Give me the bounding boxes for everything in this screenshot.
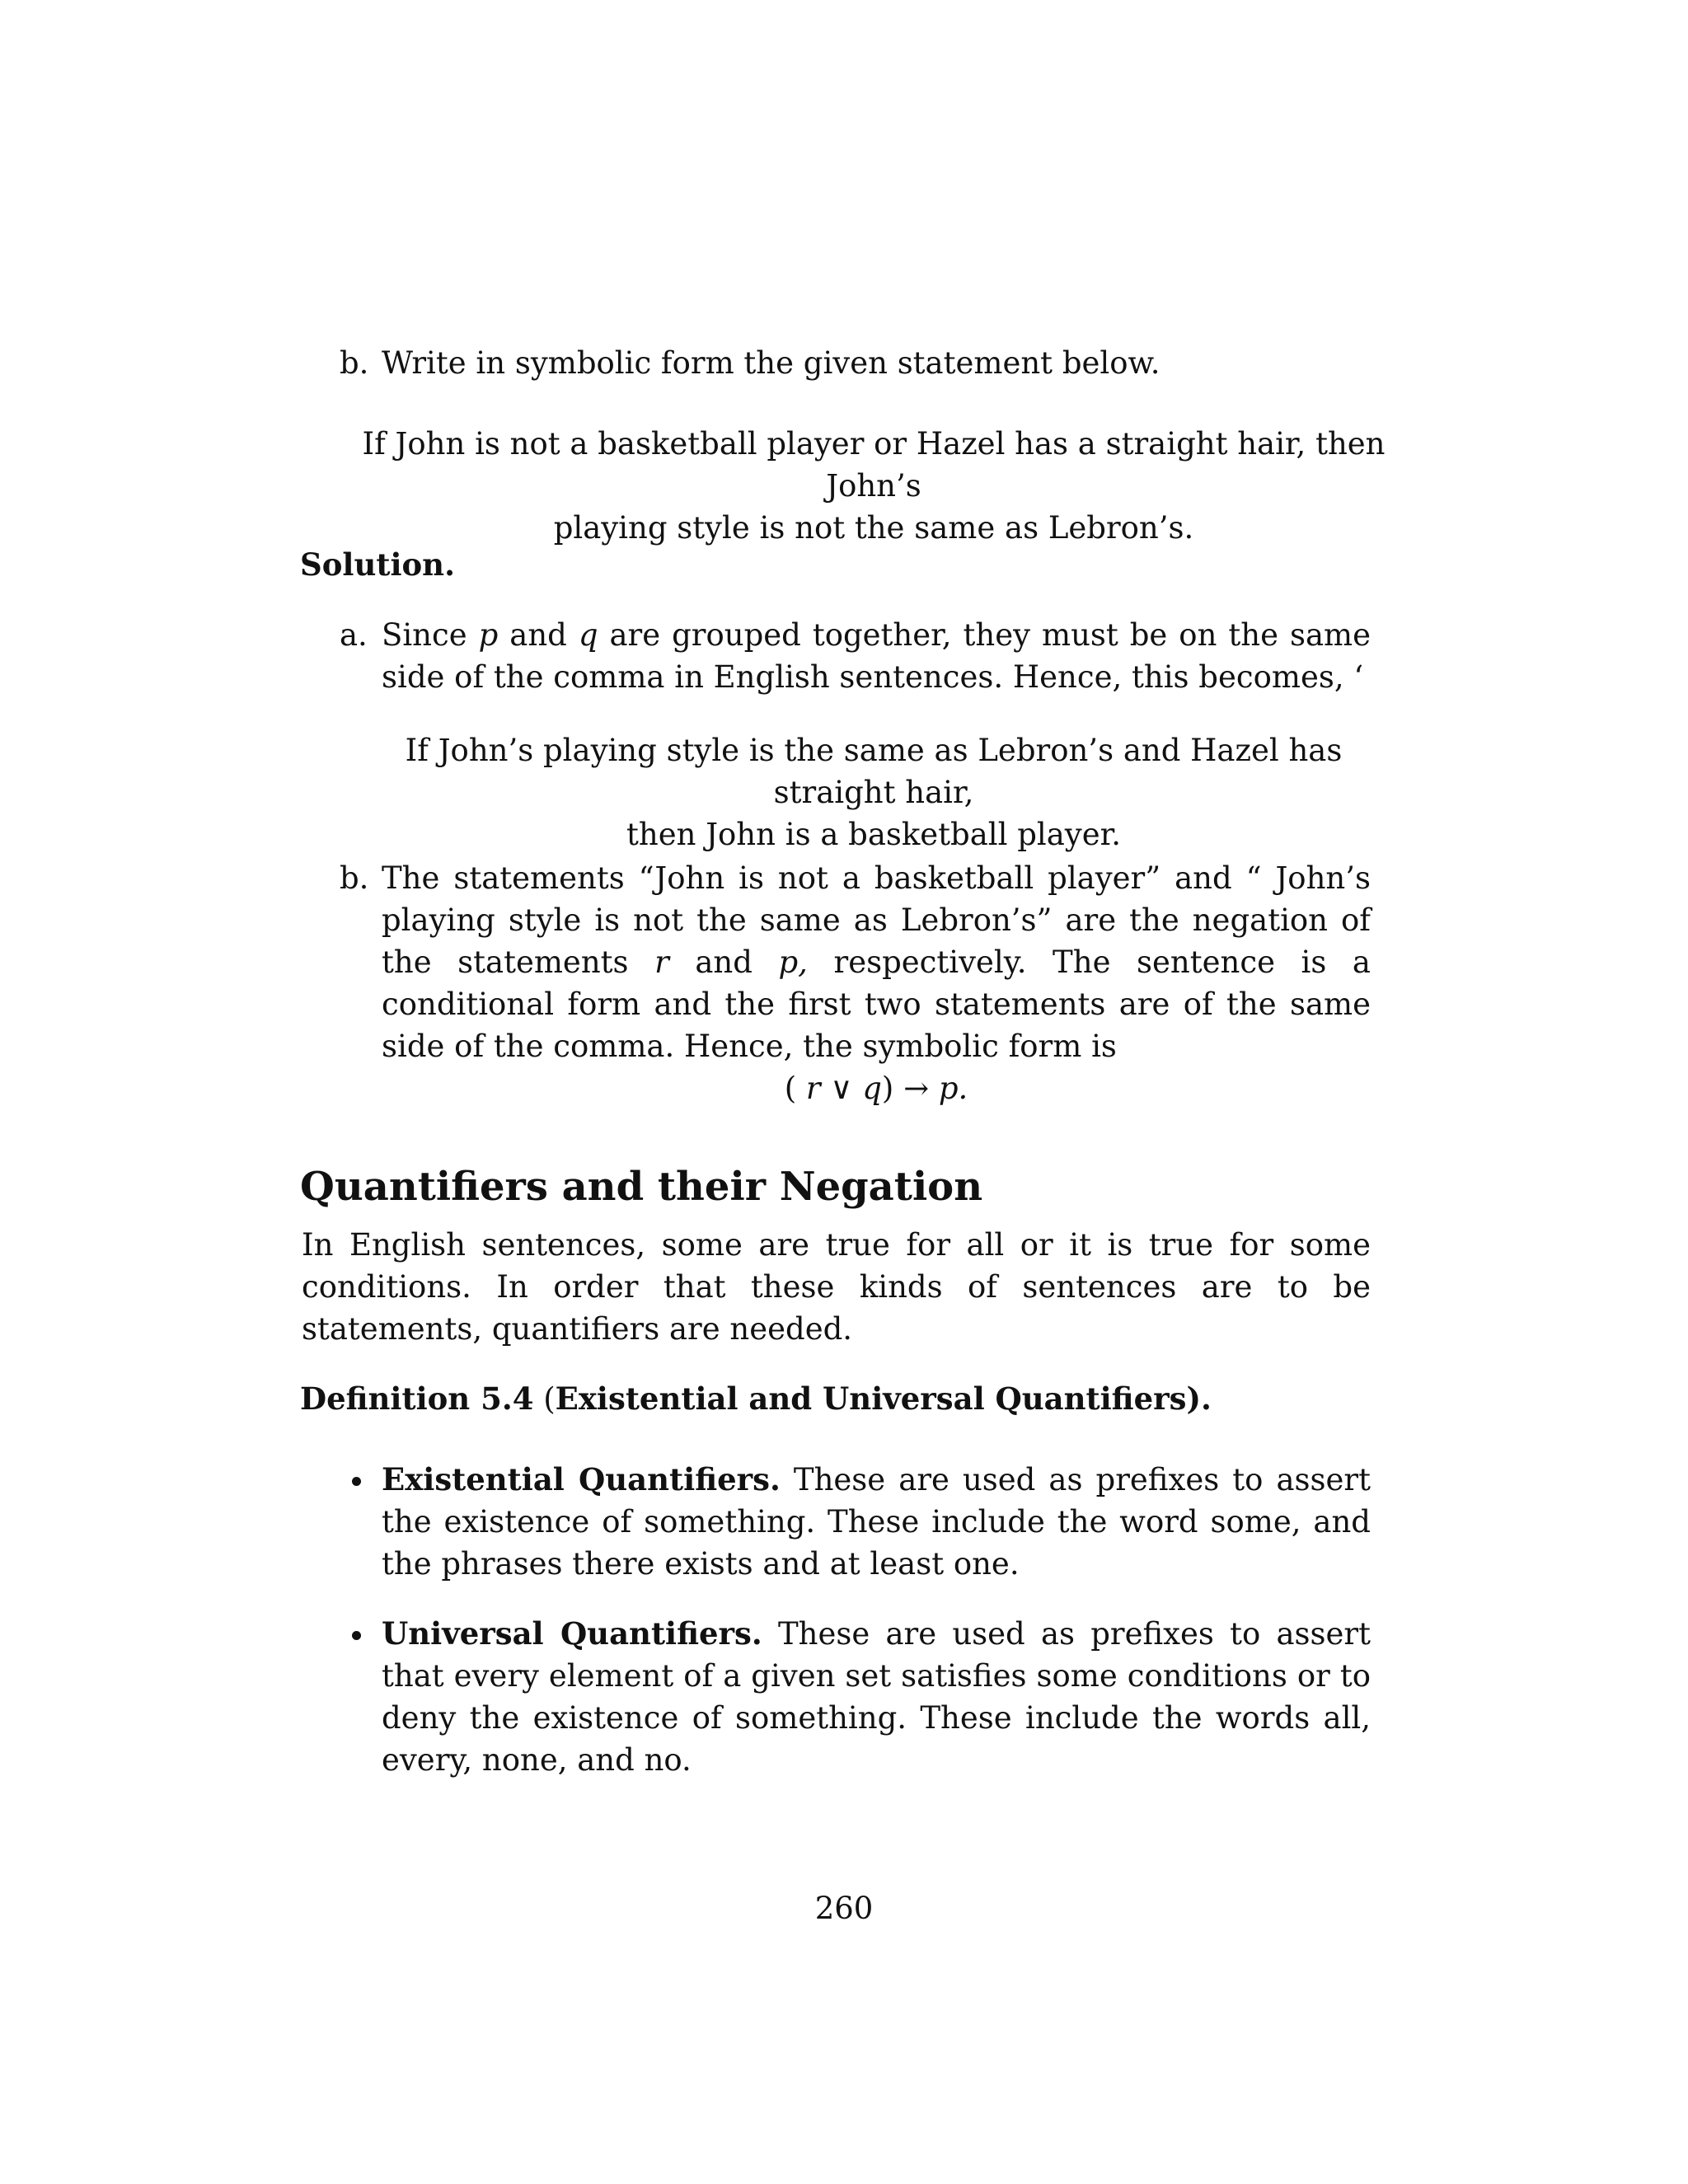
solution-a-statement-line1: If John’s playing style is the same as Lebron’s and Hazel has straight hair,: [405, 733, 1343, 810]
problem-b-statement-line2: playing style is not the same as Lebron’s.: [553, 510, 1194, 546]
variable-r: r: [654, 944, 669, 980]
definition-label: Definition 5.4: [300, 1380, 534, 1417]
section-title: Quantifiers and their Negation: [300, 1164, 983, 1210]
formula-open-paren: (: [784, 1071, 806, 1106]
variable-p: p: [478, 617, 499, 653]
page-number: 260: [814, 1891, 874, 1926]
solution-b-marker: b.: [340, 860, 369, 896]
solution-heading: Solution.: [300, 546, 455, 583]
solution-a-text-1: Since: [382, 617, 479, 653]
solution-b-paragraph: [382, 857, 1371, 1067]
symbolic-formula: [382, 1067, 1371, 1109]
formula-r: r: [805, 1071, 821, 1106]
formula-arrow: ) →: [881, 1071, 939, 1106]
bullet-text: These are used as prefixes to assert the existence of something. These include the word some, and the phrases there exists and at least one.: [382, 1462, 1371, 1582]
solution-a-text-3: are grouped together, they must be on the same side of the comma in English sentences. Hence, this becomes, ‘: [382, 617, 1371, 695]
solution-a-statement: [340, 729, 1408, 855]
solution-a-paragraph: [382, 614, 1371, 698]
definition-name: Existential and Universal Quantifiers: [555, 1380, 1187, 1417]
solution-b-text-3: respectively. The sentence is a conditional form and the first two statements are of the same side of the comma. Hence, the symbolic form is: [382, 944, 1371, 1064]
problem-b-statement: [340, 423, 1408, 549]
definition-heading: [300, 1378, 1372, 1420]
solution-b-text-2: and: [668, 944, 779, 980]
section-intro: In English sentences, some are true for all or it is true for some conditions. In order that these kinds of sentences are to be statements, quantifiers are needed.: [302, 1227, 1371, 1347]
definition-open-paren: (: [533, 1381, 556, 1417]
bullet-term: Universal Quantifiers.: [382, 1615, 762, 1652]
solution-a-marker: a.: [340, 617, 368, 653]
bullet-term: Existential Quantifiers.: [382, 1461, 781, 1497]
formula-q: q: [862, 1071, 882, 1106]
problem-b-statement-line1: If John is not a basketball player or Hazel has a straight hair, then John’s: [362, 426, 1386, 504]
problem-b-marker: b.: [340, 345, 369, 381]
bullet-text: These are used as prefixes to assert that every element of a given set satisfies some conditions or to deny the existence of something. These include the words all, every, none, and no.: [382, 1616, 1371, 1778]
variable-q: q: [578, 617, 598, 653]
bullet-existential: [382, 1459, 1371, 1585]
bullet-dot: [352, 1477, 361, 1486]
formula-p: p.: [938, 1071, 968, 1106]
bullet-universal: [382, 1613, 1371, 1781]
variable-p-comma: p,: [778, 944, 808, 980]
problem-b-prompt: Write in symbolic form the given statement below.: [382, 345, 1160, 381]
definition-close: ).: [1186, 1380, 1212, 1417]
solution-a-statement-line2: then John is a basketball player.: [626, 817, 1121, 852]
formula-or: ∨: [820, 1071, 863, 1106]
bullet-dot: [352, 1631, 361, 1640]
solution-b-text-1: The statements “John is not a basketball player” and “ John’s playing style is not the same as Lebron’s” are the negation of the statements: [382, 860, 1371, 980]
solution-a-text-2: and: [498, 617, 579, 653]
